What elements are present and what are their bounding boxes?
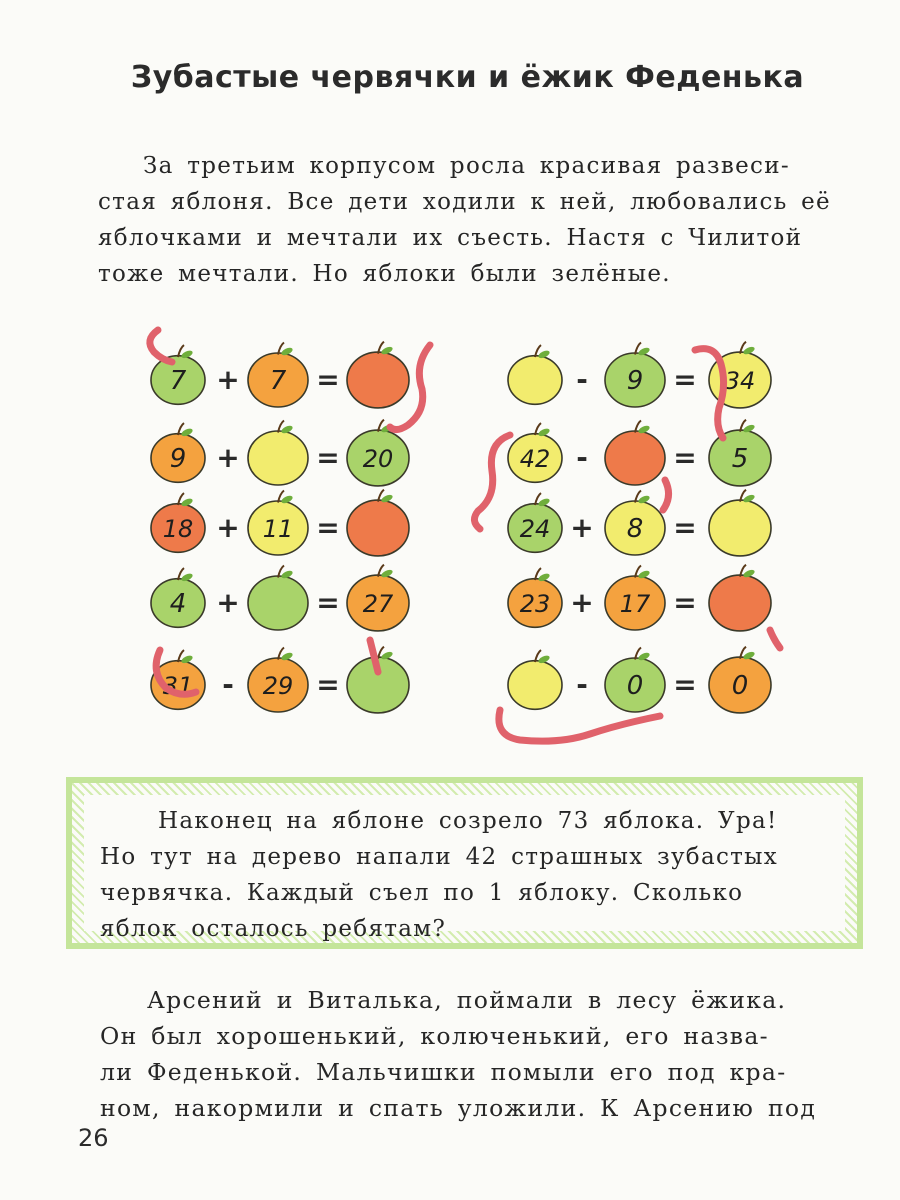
- operator-sign: +: [216, 441, 240, 474]
- apple-result: [347, 500, 409, 556]
- apple-number: 24: [519, 515, 551, 543]
- apple-number: 23: [519, 590, 551, 618]
- apple-result: [709, 500, 771, 556]
- apple-number: 4: [169, 589, 187, 619]
- task-line: Наконец на яблоне созрело 73 яблока. Ура!: [158, 808, 778, 834]
- operator-sign: +: [216, 511, 240, 544]
- page-number: 26: [78, 1124, 109, 1152]
- story-line: Он был хорошенький, колюченький, его назва-: [100, 1022, 769, 1050]
- apple-number: 20: [362, 445, 394, 473]
- equals-sign: =: [316, 586, 340, 619]
- apple-number: 5: [731, 444, 749, 474]
- operator-sign: -: [222, 668, 234, 701]
- operator-sign: +: [216, 586, 240, 619]
- apple-number: 9: [169, 444, 187, 474]
- apple-number: 9: [626, 366, 644, 396]
- apple-operand-2: [248, 431, 308, 485]
- apple-number: 29: [262, 672, 294, 700]
- equals-sign: =: [316, 668, 340, 701]
- task-line: червячка. Каждый съел по 1 яблоку. Сколько: [100, 880, 744, 906]
- intro-line: За третьим корпусом росла красивая развеси-: [143, 153, 790, 179]
- operator-sign: +: [570, 586, 594, 619]
- apple-number: 0: [731, 671, 749, 701]
- equals-sign: =: [673, 668, 697, 701]
- apple-puzzles-illustration: [130, 320, 810, 750]
- apple-number: 27: [362, 590, 394, 618]
- operator-sign: +: [216, 363, 240, 396]
- equals-sign: =: [316, 511, 340, 544]
- apple-operand-2: [605, 431, 665, 485]
- intro-paragraph: [98, 148, 853, 292]
- story-line: Арсений и Виталька, поймали в лесу ёжика.: [147, 986, 787, 1014]
- apple-number: 0: [626, 671, 644, 701]
- equals-sign: =: [673, 511, 697, 544]
- apple-puzzles: [130, 320, 810, 750]
- worm-icon: [663, 480, 669, 510]
- worm-icon: [474, 435, 510, 529]
- equals-sign: =: [316, 441, 340, 474]
- apple-operand-1: [508, 661, 562, 710]
- task-line: Но тут на дерево напали 42 страшных зубастых: [100, 844, 779, 870]
- story-paragraph: [100, 982, 852, 1126]
- page-title: Зубастые червячки и ёжик Феденька: [130, 60, 805, 95]
- worm-icon: [770, 630, 780, 648]
- apple-number: 7: [269, 366, 287, 396]
- apple-result: [347, 352, 409, 408]
- apple-operand-2: [248, 576, 308, 630]
- worm-icon: [499, 710, 660, 741]
- operator-sign: +: [570, 511, 594, 544]
- task-line: яблок осталось ребятам?: [100, 916, 447, 942]
- equals-sign: =: [673, 363, 697, 396]
- apple-number: 31: [162, 672, 194, 700]
- apple-number: 18: [162, 515, 194, 543]
- apple-number: 8: [626, 514, 644, 544]
- apple-number: 17: [619, 590, 651, 618]
- equals-sign: =: [316, 363, 340, 396]
- apple-number: 7: [169, 366, 187, 396]
- operator-sign: -: [576, 363, 588, 396]
- story-line: ном, накормили и спать уложили. К Арсению под: [100, 1094, 817, 1122]
- task-paragraph: [100, 803, 830, 947]
- apple-result: [709, 575, 771, 631]
- apple-number: 42: [519, 445, 551, 473]
- intro-line: яблочками и мечтали их съесть. Настя с Чилитой: [98, 225, 803, 251]
- worm-icon: [695, 349, 724, 438]
- intro-line: тоже мечтали. Но яблоки были зелёные.: [98, 261, 671, 287]
- apple-operand-1: [508, 356, 562, 405]
- story-line: ли Феденькой. Мальчишки помыли его под кра-: [100, 1058, 787, 1086]
- operator-sign: -: [576, 668, 588, 701]
- equals-sign: =: [673, 441, 697, 474]
- equals-sign: =: [673, 586, 697, 619]
- apple-number: 11: [262, 515, 294, 543]
- intro-line: стая яблоня. Все дети ходили к ней, любовались её: [98, 189, 831, 215]
- apple-number: 34: [724, 367, 756, 395]
- operator-sign: -: [576, 441, 588, 474]
